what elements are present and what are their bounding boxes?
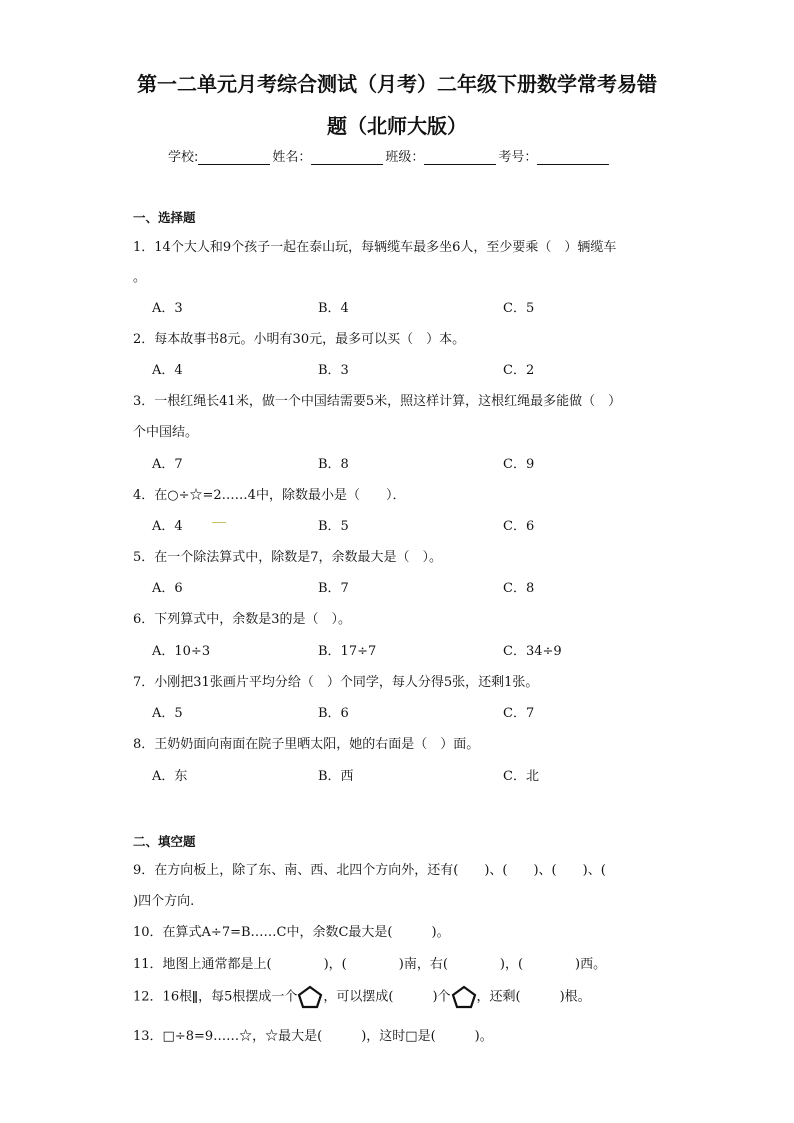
question-8-option-a[interactable]: A．东 (152, 769, 188, 784)
question-3-text: 3．一根红绳长41米，做一个中国结需要5米，照这样计算，这根红绳最多能做（ ） (133, 394, 622, 409)
question-12-part-1: 12．16根 (133, 989, 193, 1005)
class-label: 班级： (385, 150, 425, 165)
question-4-option-c[interactable]: C．6 (503, 519, 535, 534)
question-12-part-3: ，可以摆成( )个 (323, 989, 451, 1005)
question-4-option-a[interactable]: A．4 (152, 519, 183, 534)
name-blank[interactable] (311, 150, 383, 165)
question-11-text: 11．地图上通常都是上( )，( )南，右( )，( )西。 (133, 957, 607, 972)
question-6-text: 6．下列算式中，余数是3的是（ ）。 (133, 612, 352, 627)
exam-no-label: 考号： (498, 150, 538, 165)
question-9-text: 9．在方向板上，除了东、南、西、北四个方向外，还有( )、( )、( )、( (133, 863, 606, 878)
school-label: 学校: (168, 150, 199, 165)
question-6-option-a[interactable]: A．10÷3 (152, 644, 211, 659)
student-info-row (168, 146, 611, 165)
question-6-option-c[interactable]: C．34÷9 (503, 644, 562, 659)
pentagon-icon (297, 985, 323, 1009)
question-1-option-b[interactable]: B．4 (318, 301, 349, 316)
question-2-option-c[interactable]: C．2 (503, 363, 535, 378)
question-5-option-b[interactable]: B．7 (318, 581, 349, 596)
question-7-option-a[interactable]: A．5 (152, 706, 183, 721)
question-8-option-c[interactable]: C．北 (503, 769, 539, 784)
section-heading-fill: 二、填空题 (133, 834, 196, 849)
question-3-option-a[interactable]: A．7 (152, 457, 183, 472)
question-5-option-a[interactable]: A．6 (152, 581, 183, 596)
question-2-text: 2．每本故事书8元。小明有30元，最多可以买（ ）本。 (133, 332, 466, 347)
question-1-text: 1．14个大人和9个孩子一起在泰山玩，每辆缆车最多坐6人，至少要乘（ ）辆缆车 (133, 240, 617, 255)
question-8-text: 8．王奶奶面向南面在院子里晒太阳，她的右面是（ ）面。 (133, 737, 480, 752)
question-1-text-continued: 。 (133, 270, 147, 285)
class-blank[interactable] (424, 150, 496, 165)
highlight-mark (212, 522, 226, 523)
question-13-text: 13．□÷8=9……☆，☆最大是( )，这时□是( )。 (133, 1029, 493, 1044)
question-5-text: 5．在一个除法算式中，除数是7，余数最大是（ ）。 (133, 550, 443, 565)
section-heading-choice: 一、选择题 (133, 210, 196, 225)
question-7-text: 7．小刚把31张画片平均分给（ ）个同学，每人分得5张，还剩1张。 (133, 675, 539, 690)
question-12-text (133, 985, 591, 1009)
question-12-part-2: ，每5根摆成一个 (198, 989, 298, 1005)
question-1-option-a[interactable]: A．3 (152, 301, 183, 316)
question-8-option-b[interactable]: B．西 (318, 769, 354, 784)
question-3-option-c[interactable]: C．9 (503, 457, 535, 472)
question-2-option-b[interactable]: B．3 (318, 363, 349, 378)
question-9-text-continued: )四个方向. (133, 894, 195, 909)
question-1-option-c[interactable]: C．5 (503, 301, 535, 316)
document-title-line-2: 题（北师大版） (327, 114, 467, 138)
question-12-part-4: ，还剩( )根。 (476, 989, 591, 1005)
school-blank[interactable] (198, 150, 270, 165)
question-3-option-b[interactable]: B．8 (318, 457, 349, 472)
document-title-line-1: 第一二单元月考综合测试（月考）二年级下册数学常考易错 (137, 72, 657, 96)
question-4-text: 4．在○÷☆=2……4中，除数最小是（ ）． (133, 488, 406, 503)
exam-no-blank[interactable] (537, 150, 609, 165)
question-2-option-a[interactable]: A．4 (152, 363, 183, 378)
question-7-option-c[interactable]: C．7 (503, 706, 535, 721)
name-label: 姓名： (272, 150, 312, 165)
question-3-text-continued: 个中国结。 (133, 425, 199, 440)
question-10-text: 10．在算式A÷7=B……C中，余数C最大是( )。 (133, 925, 450, 940)
question-7-option-b[interactable]: B．6 (318, 706, 349, 721)
question-4-option-b[interactable]: B．5 (318, 519, 349, 534)
pentagon-icon (451, 985, 477, 1009)
question-6-option-b[interactable]: B．17÷7 (318, 644, 377, 659)
question-5-option-c[interactable]: C．8 (503, 581, 535, 596)
